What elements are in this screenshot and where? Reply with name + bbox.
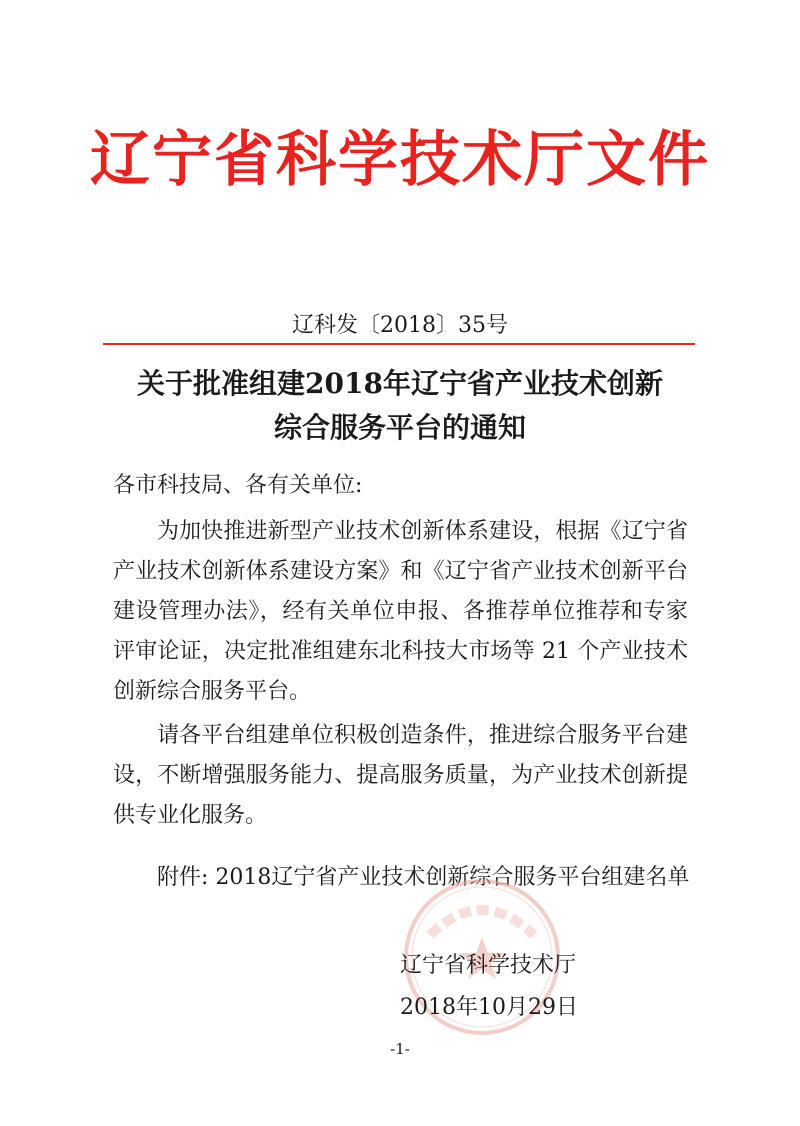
document-number: 辽科发〔2018〕35号 xyxy=(292,313,508,338)
notice-title-line-1: 关于批准组建2018年辽宁省产业技术创新 xyxy=(137,367,663,400)
notice-title-line-2: 综合服务平台的通知 xyxy=(273,411,526,444)
body-paragraph-2: 请各平台组建单位积极创造条件，推进综合服务平台建设，不断增强服务能力、提高服务质量，为产业技术创新提供专业化服务。 xyxy=(113,723,688,828)
salutation: 各市科技局、各有关单位: xyxy=(113,473,363,498)
attachment-note: 附件: 2018辽宁省产业技术创新综合服务平台组建名单 xyxy=(157,865,690,890)
signature-date: 2018年10月29日 xyxy=(400,995,578,1020)
notice-title xyxy=(0,362,800,450)
page-number: -1- xyxy=(390,1040,410,1058)
signature-organization: 辽宁省科学技术厅 xyxy=(400,953,577,978)
header-red-divider xyxy=(103,343,695,345)
body-paragraph-1: 为加快推进新型产业技术创新体系建设，根据《辽宁省产业技术创新体系建设方案》和《辽宁省产业技术创新平台建设管理办法》，经有关单位申报、各推荐单位推荐和专家评审论证，决定批准组建东北科技大市场等 21 个产业技术创新综合服务平台。 xyxy=(113,519,688,704)
document-header-title: 辽宁省科学技术厅文件 xyxy=(90,125,710,195)
